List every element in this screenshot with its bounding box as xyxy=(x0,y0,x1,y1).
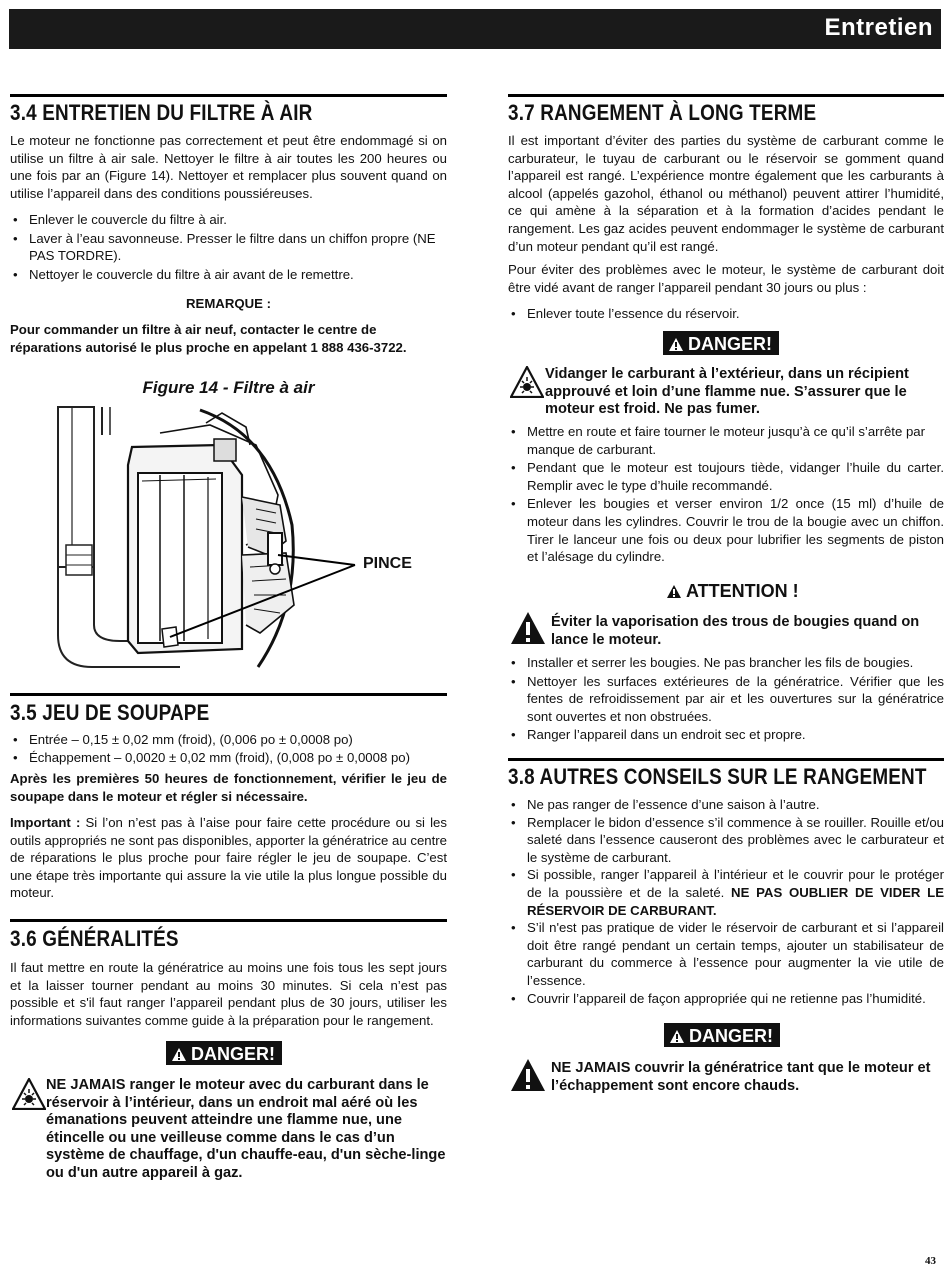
section-3-7-title: 3.7 RANGEMENT À LONG TERME xyxy=(508,100,817,125)
explosion-hazard-icon xyxy=(12,1078,46,1110)
section-3-5-bullets xyxy=(10,731,447,766)
list-item: • Remplacer le bidon d’essence s’il commence à se rouiller. Rouille et/ou saleté dans l’essence causeront des problèmes avec le carburateur et le système de carburant. xyxy=(508,814,944,867)
remarque-label: REMARQUE : xyxy=(186,296,271,311)
danger-badge xyxy=(664,1023,780,1047)
list-item: • S’il n'est pas pratique de vider le réservoir de carburant et si l’appareil doit être rangé pendant un certain temps, ajouter un stabilisateur de carburant du commerce à l’essence pour augmenter la vie utile de l’essence. xyxy=(508,919,944,989)
section-3-4-title: 3.4 ENTRETIEN DU FILTRE À AIR xyxy=(10,100,313,125)
section-3-5-title: 3.5 JEU DE SOUPAPE xyxy=(10,700,210,725)
section-3-6-intro: Il faut mettre en route la génératrice au moins une fois tous les sept jours et la laisser tourner pendant au moins 30 minutes. Si cela n’est pas possible et s'il faut ranger l’appareil pendant plus de 30 jours, utiliser les informations suivantes comme guide à la préparation pour le rangement. xyxy=(10,960,447,1028)
warning-triangle-icon xyxy=(171,1047,187,1062)
list-item: • Entrée – 0,15 ± 0,02 mm (froid), (0,006 po ± 0,0008 po) xyxy=(10,731,447,749)
list-item: • Ne pas ranger de l’essence d’une saison à l’autre. xyxy=(508,796,944,814)
figure-14-air-filter xyxy=(10,405,447,673)
danger-label: DANGER! xyxy=(689,1026,773,1046)
exclamation-warning-icon xyxy=(510,1058,546,1092)
section-rule xyxy=(10,94,447,97)
important-label: Important : xyxy=(10,815,81,830)
attention-label: ATTENTION ! xyxy=(686,581,799,601)
page-number: 43 xyxy=(925,1255,936,1267)
bullet-text: Si possible, ranger l’appareil à l’intérieur et le couvrir pour le protéger de la poussière et de la saleté. xyxy=(527,867,944,900)
remarque-text: Pour commander un filtre à air neuf, contacter le centre de réparations autorisé le plus proche en appelant 1 888 436-3722. xyxy=(10,322,407,355)
section-rule xyxy=(10,693,447,696)
section-3-5-note: Après les premières 50 heures de fonctionnement, vérifier le jeu de soupape dans le moteur et régler si nécessaire. xyxy=(10,771,447,804)
attention-badge xyxy=(666,581,799,602)
page-header-title: Entretien xyxy=(824,14,933,41)
section-3-4-intro: Le moteur ne fonctionne pas correctement et peut être endommagé si on utilise un filtre à air sale. Nettoyer le filtre à air toutes les 200 heures ou une fois par an (Figure 14). Nettoyer et remplacer plus souvent quand on utilise l’appareil dans des conditions poussiéreuses. xyxy=(10,133,447,201)
list-item xyxy=(508,866,944,919)
warning-triangle-icon xyxy=(666,584,682,599)
danger-label: DANGER! xyxy=(688,334,772,354)
danger-text: Vidanger le carburant à l’extérieur, dans un récipient approuvé et loin d’une flamme nue. S’assurer que le moteur est froid. Ne pas fumer. xyxy=(545,366,909,418)
list-item: • Installer et serrer les bougies. Ne pas brancher les fils de bougies. xyxy=(508,654,944,672)
list-item: • Ranger l’appareil dans un endroit sec et propre. xyxy=(508,726,944,744)
list-item: • Nettoyer les surfaces extérieures de la génératrice. Vérifier que les fentes de refroidissement par air et les ouvertures sur la génératrice sont ouvertes et non obstruées. xyxy=(508,673,944,726)
list-item: • Mettre en route et faire tourner le moteur jusqu’à ce qu’il s’arrête par manque de carburant. xyxy=(508,423,944,458)
header-bar xyxy=(9,9,941,49)
list-item: • Échappement – 0,0020 ± 0,02 mm (froid), (0,008 po ± 0,0008 po) xyxy=(10,749,447,767)
section-3-8-title: 3.8 AUTRES CONSEILS SUR LE RANGEMENT xyxy=(508,764,927,789)
danger-label: DANGER! xyxy=(191,1044,275,1064)
section-3-7-bullets-c xyxy=(508,654,944,744)
danger-text: NE JAMAIS couvrir la génératrice tant que le moteur et l’échappement sont encore chauds. xyxy=(551,1060,931,1094)
exclamation-warning-icon xyxy=(510,611,546,645)
air-filter-illustration xyxy=(10,405,447,673)
section-rule xyxy=(508,94,944,97)
list-item: • Nettoyer le couvercle du filtre à air avant de le remettre. xyxy=(10,266,447,284)
section-3-6-title: 3.6 GÉNÉRALITÉS xyxy=(10,926,179,951)
list-item: • Enlever les bougies et verser environ 1/2 once (15 ml) d’huile de moteur dans les cylindres. Couvrir le trou de la bougie avec un chiffon. Tirer le lanceur une fois ou deux pour lubrifier les segments de piston et l’alésage du cylindre. xyxy=(508,495,944,565)
list-item: • Enlever le couvercle du filtre à air. xyxy=(10,211,447,229)
section-3-7-bullets-b xyxy=(508,423,944,566)
section-3-5-important xyxy=(10,814,447,902)
section-3-7-bullets-a xyxy=(508,305,944,323)
warning-triangle-icon xyxy=(668,337,684,352)
figure-14-caption: Figure 14 - Filtre à air xyxy=(142,378,315,397)
section-3-8-bullets xyxy=(508,796,944,1007)
danger-badge xyxy=(663,331,779,355)
warning-triangle-icon xyxy=(669,1029,685,1044)
section-rule xyxy=(508,758,944,761)
figure-callout-pince: PINCE xyxy=(363,555,412,572)
section-rule xyxy=(10,919,447,922)
explosion-hazard-icon xyxy=(510,366,544,398)
important-text: Si l’on n’est pas à l’aise pour faire cette procédure ou si les outils appropriés ne sont pas disponibles, apporter la génératrice au centre de réparations le plus proche pour faire régler le jeu de soupape. C’est une étape très importante qui assure la vie utile la plus longue possible du moteur. xyxy=(10,815,447,901)
bullet-bold-warning: NE PAS OUBLIER DE VIDER LE RÉSERVOIR DE CARBURANT. xyxy=(527,884,944,918)
list-item: • Pendant que le moteur est toujours tiède, vidanger l’huile du carter. Remplir avec le type d’huile recommandé. xyxy=(508,459,944,494)
list-item: • Enlever toute l’essence du réservoir. xyxy=(508,305,944,323)
section-3-7-intro: Il est important d’éviter des parties du système de carburant comme le carburateur, le tuyau de carburant ou le réservoir se gomment quand l’appareil est rangé. L’expérience montre également que les carburants à alcool (appelés gazohol, éthanol ou méthanol) peuvent attirer l’humidité, ce qui amène à la séparation et à la formation d’acides pendant le rangement. Les gaz acides peuvent endommager le système de carburant d’un moteur pendant qu’il est rangé. xyxy=(508,133,944,254)
list-item: • Laver à l’eau savonneuse. Presser le filtre dans un chiffon propre (NE PAS TORDRE). xyxy=(10,230,447,265)
danger-badge xyxy=(166,1041,282,1065)
section-3-7-para2: Pour éviter des problèmes avec le moteur, le système de carburant doit être vidé avant de ranger l’appareil pendant 30 jours ou plus : xyxy=(508,262,944,295)
attention-text: Éviter la vaporisation des trous de bougies quand on lance le moteur. xyxy=(551,614,920,648)
danger-text: NE JAMAIS ranger le moteur avec du carburant dans le réservoir à l’intérieur, dans un endroit mal aéré où les émanations peuvent atteindre une flamme nue, une étincelle ou une veilleuse comme dans le cas d’un système de chauffage, d'un chauffe-eau, d'un sèche-linge ou d'un autre appareil à gaz. xyxy=(46,1077,446,1181)
list-item: • Couvrir l’appareil de façon appropriée qui ne retienne pas l’humidité. xyxy=(508,990,944,1008)
section-3-4-bullets xyxy=(10,211,447,283)
